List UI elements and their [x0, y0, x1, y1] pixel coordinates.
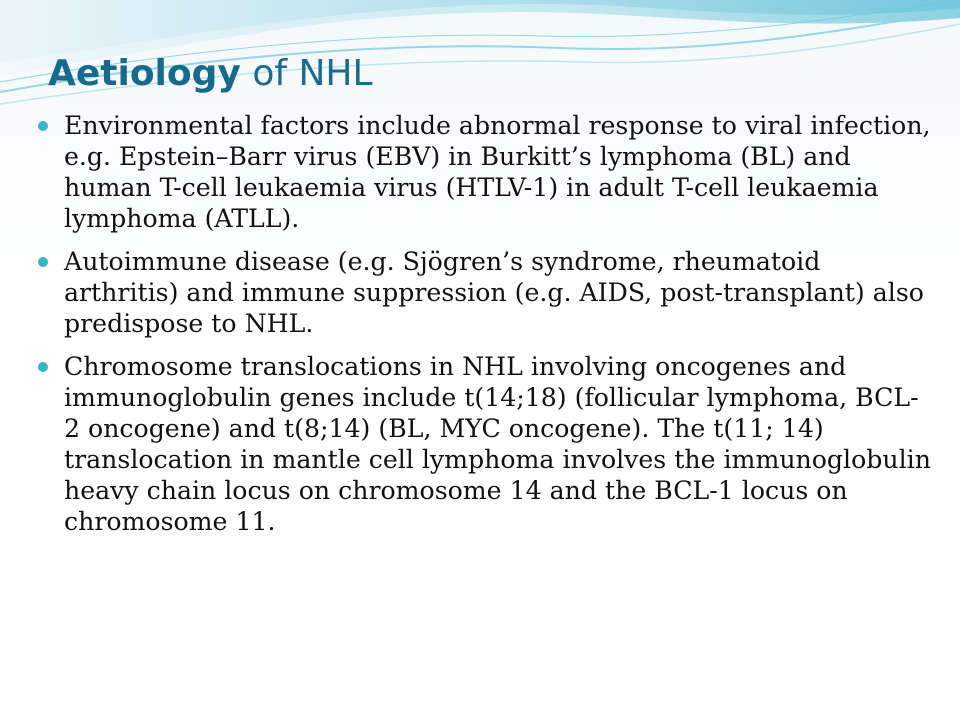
- slide-title: [48, 50, 373, 98]
- bullet-item: [38, 246, 933, 339]
- bullet-item: [38, 351, 933, 537]
- bullet-text: Autoimmune disease (e.g. Sjögren’s syndrome, rheumatoid arthritis) and immune suppression (e.g. AIDS, post-transplant) also predispose to NHL.: [64, 247, 924, 338]
- bullet-item: [38, 110, 933, 234]
- bullet-text: Environmental factors include abnormal response to viral infection, e.g. Epstein–Barr virus (EBV) in Burkitt’s lymphoma (BL) and human T-cell leukaemia virus (HTLV-1) in adult T-cell leukaemia lymphoma (ATLL).: [64, 111, 931, 233]
- bullet-dot-icon: [38, 121, 48, 131]
- slide-title-bold: Aetiology: [48, 53, 241, 94]
- bullet-dot-icon: [38, 362, 48, 372]
- bullet-dot-icon: [38, 257, 48, 267]
- bullet-text: Chromosome translocations in NHL involving oncogenes and immunoglobulin genes include t(14;18) (follicular lymphoma, BCL-2 oncogene) and t(8;14) (BL, MYC oncogene). The t(11; 14) translocation in mantle cell lymphoma involves the immunoglobulin heavy chain locus on chromosome 14 and the BCL-1 locus on chromosome 11.: [64, 352, 931, 536]
- slide-title-rest: of NHL: [240, 53, 373, 94]
- bullet-list: [38, 110, 933, 549]
